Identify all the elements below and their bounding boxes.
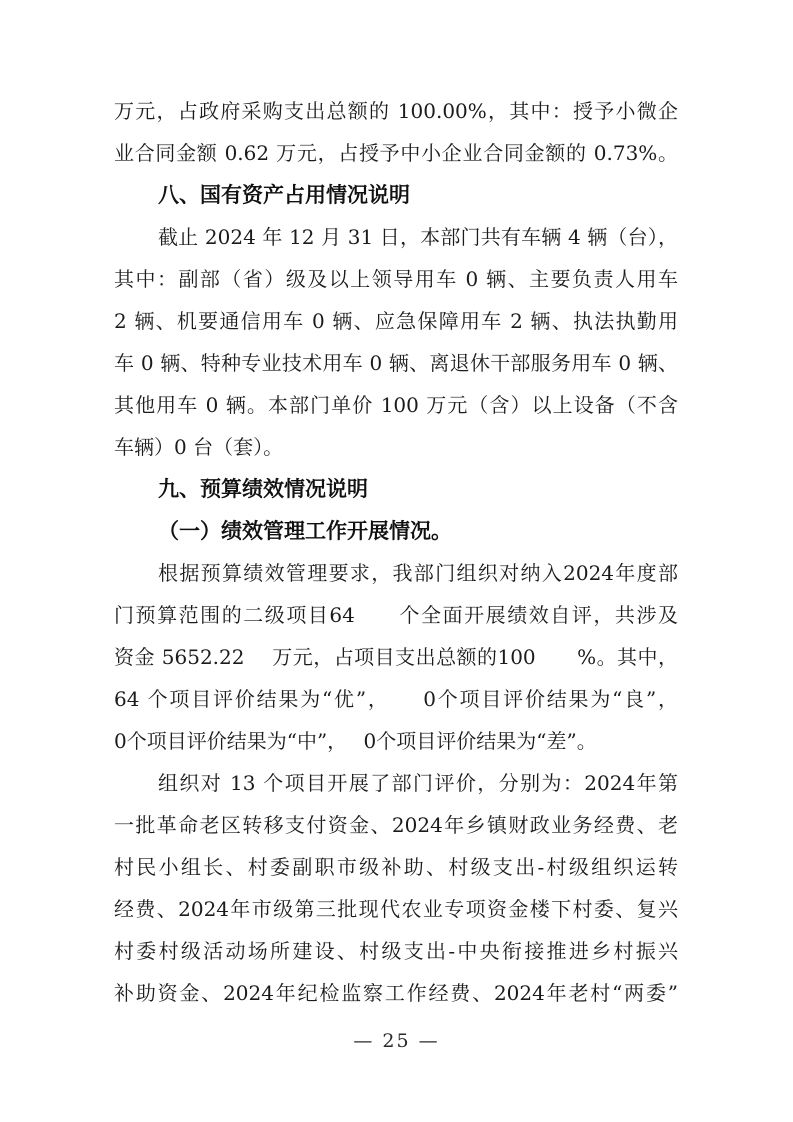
paragraph-line: 资金 5652.22 万元，占项目支出总额的100 %。其中，	[114, 645, 678, 669]
paragraph-line: 业合同金额 0.62 万元，占授予中小企业合同金额的 0.73%。	[114, 141, 678, 165]
paragraph-line: 经费、2024年市级第三批现代农业专项资金楼下村委、复兴	[114, 897, 678, 921]
section-heading: 八、国有资产占用情况说明	[158, 183, 410, 207]
paragraph-line: 村委村级活动场所建设、村级支出-中央衔接推进乡村振兴	[114, 939, 678, 963]
section-heading: 九、预算绩效情况说明	[158, 477, 368, 501]
paragraph-line: 村民小组长、村委副职市级补助、村级支出-村级组织运转	[114, 855, 678, 879]
paragraph-line: 64 个项目评价结果为“优”， 0个项目评价结果为“良”，	[114, 687, 678, 711]
paragraph-line: 其中：副部（省）级及以上领导用车 0 辆、主要负责人用车	[114, 267, 678, 291]
paragraph-line: 车辆）0 台（套）。	[114, 435, 284, 459]
paragraph-line: 组织对 13 个项目开展了部门评价，分别为：2024年第	[158, 771, 678, 795]
page-number: — 25 —	[353, 1030, 440, 1052]
paragraph-line: 万元，占政府采购支出总额的 100.00%，其中：授予小微企	[114, 99, 678, 123]
document-body	[114, 90, 678, 1014]
paragraph-line: 2 辆、机要通信用车 0 辆、应急保障用车 2 辆、执法执勤用	[114, 309, 678, 333]
paragraph-line: 截止 2024 年 12 月 31 日，本部门共有车辆 4 辆（台），	[158, 225, 678, 249]
subsection-heading: （一）绩效管理工作开展情况。	[158, 518, 452, 543]
page-footer	[0, 1030, 793, 1052]
paragraph-line: 一批革命老区转移支付资金、2024年乡镇财政业务经费、老	[114, 813, 678, 837]
paragraph-line: 补助资金、2024年纪检监察工作经费、2024年老村“两委”	[114, 981, 678, 1005]
paragraph-line: 车 0 辆、特种专业技术用车 0 辆、离退休干部服务用车 0 辆、	[114, 351, 678, 375]
paragraph-line: 根据预算绩效管理要求，我部门组织对纳入2024年度部	[158, 561, 678, 585]
paragraph-line: 其他用车 0 辆。本部门单价 100 万元（含）以上设备（不含	[114, 393, 678, 417]
paragraph-line: 门预算范围的二级项目64 个全面开展绩效自评，共涉及	[114, 603, 678, 627]
paragraph-line: 0个项目评价结果为“中”， 0个项目评价结果为“差”。	[114, 729, 597, 753]
